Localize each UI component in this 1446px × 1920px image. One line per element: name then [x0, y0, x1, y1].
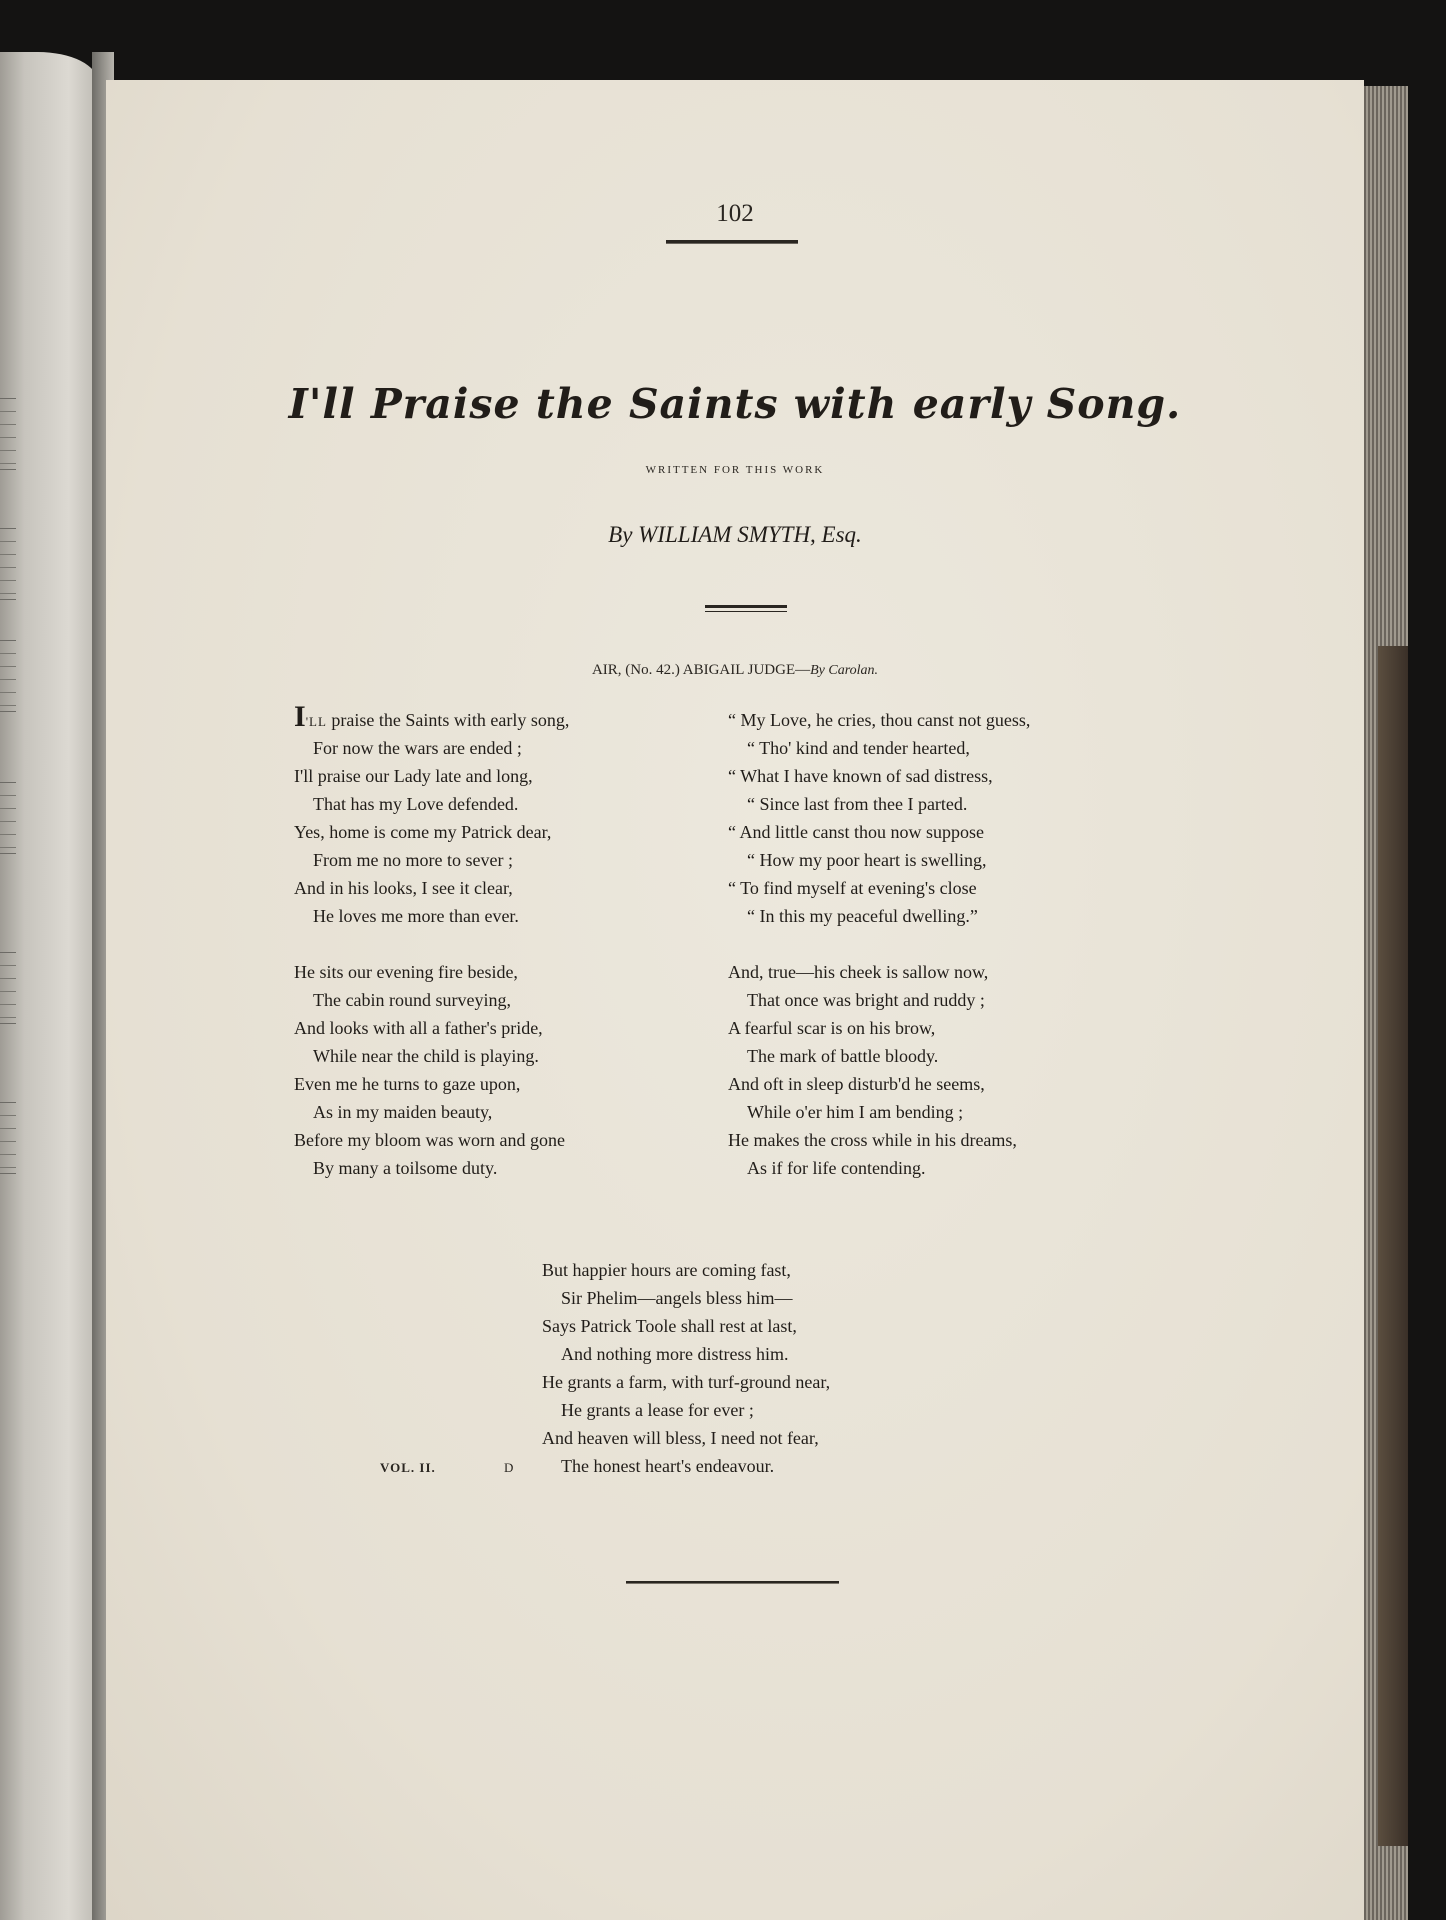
verse-line: Says Patrick Toole shall rest at last, — [542, 1316, 797, 1336]
verse-line: A fearful scar is on his brow, — [728, 1018, 936, 1038]
air-composer: By Carolan. — [810, 663, 879, 678]
page-number: 102 — [716, 200, 754, 227]
verse-line: And looks with all a father's pride, — [294, 1018, 543, 1038]
music-staff-fragment — [0, 952, 16, 1024]
verse-line: Before my bloom was worn and gone — [294, 1130, 565, 1150]
verse-line: “ To find myself at evening's close — [728, 878, 977, 898]
verse-line: The mark of battle bloody. — [747, 1046, 939, 1066]
music-staff-fragment — [0, 782, 16, 854]
verse-line: And nothing more distress him. — [561, 1344, 789, 1364]
header-rule — [666, 240, 798, 244]
verse-line: He grants a lease for ever ; — [561, 1400, 754, 1420]
verse-line: And, true—his cheek is sallow now, — [728, 962, 989, 982]
verse-line: He loves me more than ever. — [313, 906, 519, 926]
binding-edge — [1378, 646, 1408, 1846]
verse-line: That has my Love defended. — [313, 794, 519, 814]
verse-line: As if for life contending. — [747, 1158, 926, 1178]
verse-line: But happier hours are coming fast, — [542, 1260, 791, 1280]
verse-line: And oft in sleep disturb'd he seems, — [728, 1074, 985, 1094]
verse-line: “ What I have known of sad distress, — [728, 766, 993, 786]
verse-line: I'LL praise the Saints with early song, — [294, 700, 570, 733]
verse-line: Yes, home is come my Patrick dear, — [294, 822, 552, 842]
book-page — [106, 80, 1364, 1920]
verse-line: “ Tho' kind and tender hearted, — [747, 738, 970, 758]
drop-cap: I — [294, 700, 306, 733]
music-staff-fragment — [0, 640, 16, 712]
verse-line: For now the wars are ended ; — [313, 738, 522, 758]
verse-line: That once was bright and ruddy ; — [747, 990, 985, 1010]
poem-final-stanza — [542, 1256, 830, 1480]
stanza — [728, 958, 1030, 1182]
verse-line: He makes the cross while in his dreams, — [728, 1130, 1017, 1150]
verse-line: “ My Love, he cries, thou canst not guess, — [728, 710, 1031, 730]
verse-line: The cabin round surveying, — [313, 990, 511, 1010]
verse-line: Even me he turns to gaze upon, — [294, 1074, 521, 1094]
stanza — [294, 958, 569, 1182]
verse-line: While near the child is playing. — [313, 1046, 539, 1066]
subtitle: WRITTEN FOR THIS WORK — [645, 464, 825, 476]
verse-line: From me no more to sever ; — [313, 850, 513, 870]
verse-line: Sir Phelim—angels bless him— — [561, 1288, 793, 1308]
verse-line: The honest heart's endeavour. — [561, 1456, 775, 1476]
small-caps: 'LL — [305, 714, 327, 729]
music-staff-fragment — [0, 528, 16, 600]
verse-line: “ In this my peaceful dwelling.” — [747, 906, 978, 926]
music-staff-fragment — [0, 398, 16, 470]
verse-line: By many a toilsome duty. — [313, 1158, 498, 1178]
signature-mark: D — [504, 1460, 515, 1475]
poem-right-column — [728, 706, 1030, 1210]
stanza — [728, 706, 1030, 930]
air-text: AIR, (No. 42.) ABIGAIL JUDGE— — [591, 662, 811, 678]
verse-line: While o'er him I am bending ; — [747, 1102, 964, 1122]
title-rule — [705, 605, 787, 612]
song-title: I'll Praise the Saints with early Song. — [288, 380, 1182, 428]
author-line: By WILLIAM SMYTH, Esq. — [608, 522, 862, 547]
verse-line: As in my maiden beauty, — [313, 1102, 493, 1122]
stanza — [294, 700, 570, 930]
verse-line: “ Since last from thee I parted. — [747, 794, 968, 814]
facing-page-edge — [0, 52, 98, 1920]
volume-mark: VOL. II. — [380, 1460, 436, 1475]
verse-line: “ How my poor heart is swelling, — [747, 850, 987, 870]
verse-line: And heaven will bless, I need not fear, — [542, 1428, 819, 1448]
verse-line: He sits our evening fire beside, — [294, 962, 518, 982]
air-line — [106, 662, 1364, 679]
verse-line: He grants a farm, with turf-ground near, — [542, 1372, 831, 1392]
footer-rule — [626, 1581, 839, 1584]
verse-line: I'll praise our Lady late and long, — [294, 766, 533, 786]
verse-line: “ And little canst thou now suppose — [728, 822, 984, 842]
verse-line: And in his looks, I see it clear, — [294, 878, 513, 898]
poem-left-column — [294, 700, 570, 1210]
music-staff-fragment — [0, 1102, 16, 1174]
